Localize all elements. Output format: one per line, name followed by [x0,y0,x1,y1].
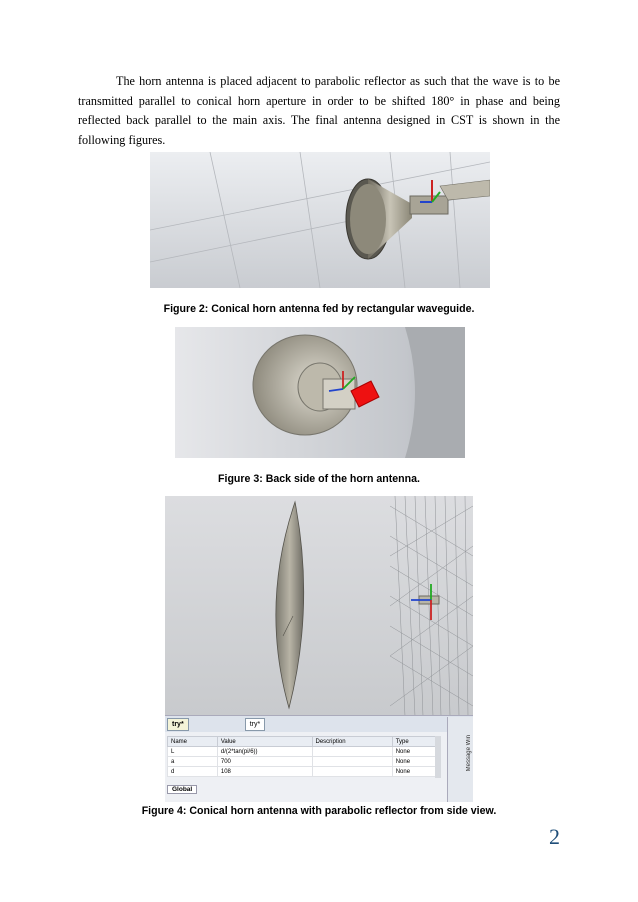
table-row[interactable] [168,767,439,777]
column-header-name[interactable]: Name [168,737,218,747]
cell-name[interactable]: L [168,747,218,757]
cell-type[interactable]: None [392,767,438,777]
cell-value[interactable]: 108 [217,767,312,777]
message-window-label: Message Win [466,735,472,772]
column-header-description[interactable]: Description [312,737,392,747]
cell-description[interactable] [312,757,392,767]
figure-4-caption: Figure 4: Conical horn antenna with parabolic reflector from side view. [141,805,497,817]
cell-description[interactable] [312,767,392,777]
cell-name[interactable]: a [168,757,218,767]
cell-description[interactable] [312,747,392,757]
column-header-type[interactable]: Type [392,737,438,747]
tab-try-second[interactable]: try* [245,718,266,731]
figure-3-caption: Figure 3: Back side of the horn antenna. [218,473,420,485]
panel-tabs [165,716,473,732]
page-number: 2 [549,824,560,849]
tab-try[interactable]: try* [167,718,189,731]
column-header-value[interactable]: Value [217,737,312,747]
figure-4-render [165,496,473,716]
parameter-table [167,736,439,777]
table-row[interactable] [168,747,439,757]
figure-3-image [175,327,465,458]
figure-2-render [150,152,490,288]
cell-value[interactable]: d/(2*tan(pi/6)) [217,747,312,757]
message-window-sidebar[interactable] [447,717,473,802]
cell-value[interactable]: 700 [217,757,312,767]
body-paragraph: The horn antenna is placed adjacent to parabolic reflector as such that the wave is to be transmitted parallel to conical horn aperture in order to be shifted 180° in phase and being reflected back parallel to the main axis. The final antenna designed in CST is shown in the following figures. [78,74,560,147]
figure-4-image [165,496,473,802]
cell-name[interactable]: d [168,767,218,777]
figure-2-image [150,152,490,288]
cell-type[interactable]: None [392,747,438,757]
table-row[interactable] [168,757,439,767]
figure-3-render [175,327,465,458]
tab-global[interactable]: Global [167,785,197,794]
cell-type[interactable]: None [392,757,438,767]
table-scrollbar[interactable] [435,736,441,778]
parameter-panel [165,715,473,802]
figure-2-caption: Figure 2: Conical horn antenna fed by rectangular waveguide. [163,303,475,315]
